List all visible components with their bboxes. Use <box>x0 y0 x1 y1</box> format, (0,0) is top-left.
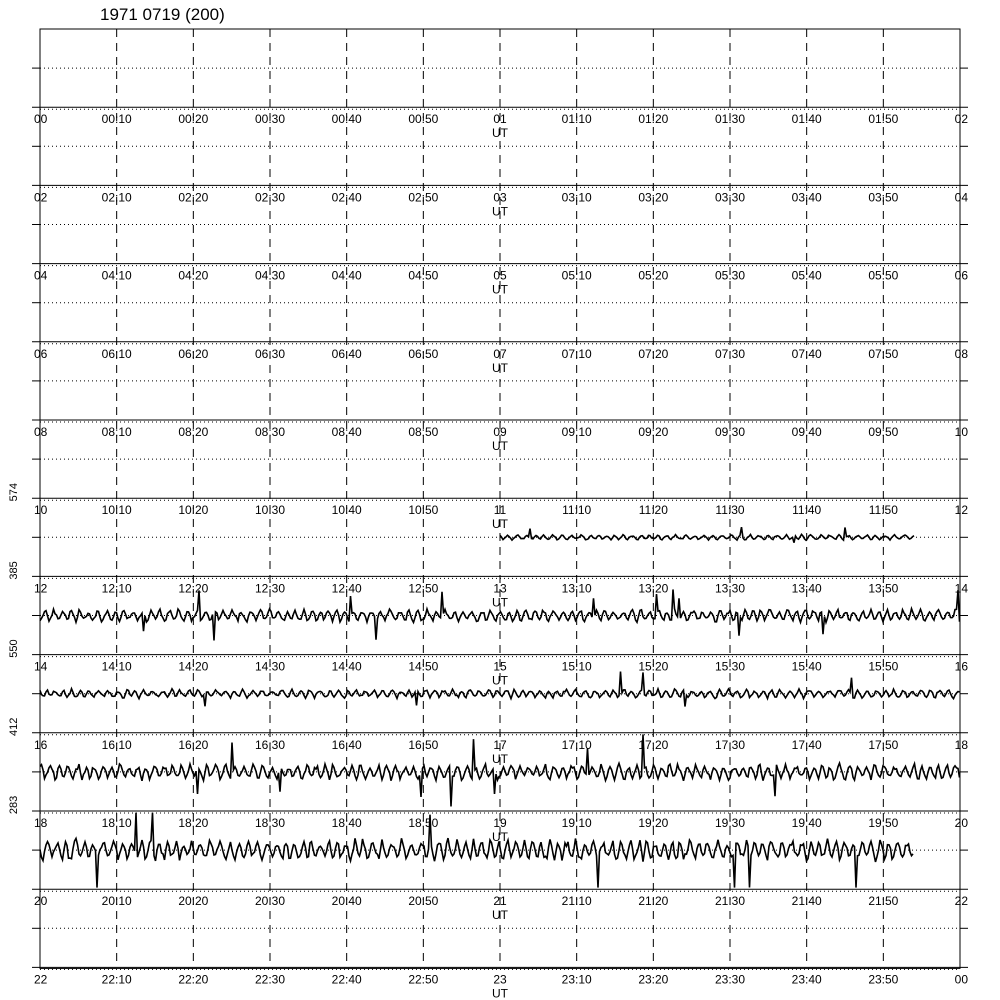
tick-label: 21:40 <box>791 894 822 909</box>
tick-label: 21:10 <box>561 894 592 909</box>
tick-label: 08:20 <box>178 425 209 439</box>
side-label: 385 <box>8 561 20 580</box>
tick-label: 18:20 <box>178 816 209 830</box>
x-axis-label: UT <box>492 126 508 141</box>
tick-label: 21:30 <box>714 894 746 909</box>
tick-label: 05:20 <box>638 268 669 283</box>
tick-label: 07 <box>493 346 507 361</box>
tick-label: 02 <box>954 112 968 127</box>
tick-label: 09:30 <box>714 425 746 439</box>
tick-label: 11:40 <box>792 503 822 518</box>
tick-label: 19:10 <box>561 816 592 830</box>
tick-label: 14:20 <box>178 659 209 674</box>
row-14 <box>8 590 968 688</box>
row-12 <box>8 527 968 609</box>
tick-label: 07:20 <box>638 346 669 361</box>
tick-label: 09 <box>493 425 507 439</box>
tick-label: 11:30 <box>715 503 745 518</box>
tick-label: 08:10 <box>101 425 132 439</box>
tick-label: 02:10 <box>101 190 132 205</box>
tick-label: 14:30 <box>254 659 286 674</box>
tick-label: 18 <box>954 737 968 752</box>
x-axis-label: UT <box>492 595 508 610</box>
tick-label: 22 <box>954 894 968 909</box>
tick-label: 19 <box>493 816 507 830</box>
tick-label: 08 <box>34 425 48 439</box>
tick-label: 04:20 <box>178 268 209 283</box>
tick-label: 22:20 <box>178 972 209 987</box>
tick-label: 00 <box>954 972 968 987</box>
tick-label: 18:40 <box>331 816 362 830</box>
tick-label: 12:30 <box>254 581 286 596</box>
tick-label: 14:10 <box>101 659 132 674</box>
tick-label: 14:40 <box>331 659 362 674</box>
tick-label: 13:50 <box>868 581 899 596</box>
row-16 <box>8 672 968 766</box>
tick-label: 23:10 <box>561 972 592 987</box>
tick-label: 07:50 <box>868 346 899 361</box>
tick-label: 04:50 <box>408 268 439 283</box>
tick-label: 10:50 <box>408 503 439 518</box>
tick-label: 16:30 <box>254 737 286 752</box>
x-axis-label: UT <box>492 360 508 375</box>
tick-label: 18:10 <box>101 816 132 830</box>
tick-label: 09:40 <box>791 425 822 439</box>
side-label: 574 <box>8 483 20 502</box>
tick-label: 04 <box>954 190 968 205</box>
tick-label: 07:40 <box>791 346 822 361</box>
tick-label: 17:40 <box>791 737 822 752</box>
tick-label: 22:10 <box>101 972 132 987</box>
tick-label: 00:10 <box>101 112 132 127</box>
tick-label: 15:50 <box>868 659 899 674</box>
tick-label: 16 <box>954 659 968 674</box>
row-8 <box>32 381 968 453</box>
tick-label: 17:50 <box>868 737 899 752</box>
tick-label: 07:30 <box>714 346 746 361</box>
tick-label: 14:50 <box>408 659 439 674</box>
tick-label: 06 <box>954 268 968 283</box>
tick-label: 12:40 <box>331 581 362 596</box>
tick-label: 07:10 <box>561 346 592 361</box>
tick-label: 18:50 <box>408 816 439 830</box>
tick-label: 16:40 <box>331 737 362 752</box>
tick-label: 09:10 <box>561 425 592 439</box>
x-axis-label: UT <box>492 908 508 923</box>
tick-label: 23:40 <box>791 972 822 987</box>
tick-label: 01 <box>493 112 507 127</box>
tick-label: 06:40 <box>331 346 362 361</box>
tick-label: 03:50 <box>868 190 899 205</box>
tick-label: 22:50 <box>408 972 439 987</box>
tick-label: 01:30 <box>714 112 746 127</box>
tick-label: 18:30 <box>254 816 286 830</box>
tick-label: 19:50 <box>868 816 899 830</box>
tick-label: 03 <box>493 190 507 205</box>
tick-label: 12:10 <box>101 581 132 596</box>
chart-title: 1971 0719 (200) <box>100 5 225 24</box>
tick-label: 21:20 <box>638 894 669 909</box>
seismic-trace <box>500 527 914 543</box>
tick-label: 03:10 <box>561 190 592 205</box>
tick-label: 18 <box>34 816 48 830</box>
tick-label: 04:10 <box>101 268 132 283</box>
x-axis-label: UT <box>492 439 508 453</box>
tick-label: 13:10 <box>561 581 592 596</box>
tick-label: 19:40 <box>791 816 822 830</box>
tick-label: 23:20 <box>638 972 669 987</box>
tick-label: 01:20 <box>638 112 669 127</box>
tick-label: 20:40 <box>331 894 362 909</box>
tick-label: 01:40 <box>791 112 822 127</box>
x-axis-label: UT <box>492 517 508 532</box>
tick-label: 15 <box>493 659 507 674</box>
tick-label: 12 <box>34 581 48 596</box>
side-label: 550 <box>8 639 20 658</box>
tick-label: 09:50 <box>868 425 899 439</box>
tick-label: 00:40 <box>331 112 362 127</box>
tick-label: 00 <box>34 112 48 127</box>
tick-label: 05:50 <box>868 268 899 283</box>
x-axis-label: UT <box>492 986 508 1000</box>
tick-label: 01:10 <box>561 112 592 127</box>
tick-label: 08 <box>954 346 968 361</box>
tick-label: 10 <box>34 503 48 518</box>
tick-label: 10 <box>954 425 968 439</box>
tick-label: 06:20 <box>178 346 209 361</box>
tick-label: 14 <box>954 581 968 596</box>
tick-label: 16 <box>34 737 48 752</box>
tick-label: 21:50 <box>868 894 899 909</box>
tick-label: 15:20 <box>638 659 669 674</box>
tick-label: 22 <box>34 972 48 987</box>
tick-label: 01:50 <box>868 112 899 127</box>
side-label: 283 <box>8 795 20 815</box>
tick-label: 10:10 <box>101 503 132 518</box>
tick-label: 10:40 <box>331 503 362 518</box>
tick-label: 16:10 <box>101 737 132 752</box>
tick-label: 17:20 <box>638 737 669 752</box>
tick-label: 08:50 <box>408 425 439 439</box>
tick-label: 14 <box>34 659 48 674</box>
tick-label: 10:20 <box>178 503 209 518</box>
tick-label: 19:20 <box>638 816 669 830</box>
tick-label: 02 <box>34 190 48 205</box>
tick-label: 02:50 <box>408 190 439 205</box>
tick-label: 13:30 <box>714 581 746 596</box>
tick-label: 03:40 <box>791 190 822 205</box>
tick-label: 04:30 <box>254 268 286 283</box>
tick-label: 16:20 <box>178 737 209 752</box>
tick-label: 05 <box>493 268 507 283</box>
row-10 <box>8 459 968 531</box>
tick-label: 16:50 <box>408 737 439 752</box>
tick-label: 00:30 <box>254 112 286 127</box>
x-axis-label: UT <box>492 282 508 297</box>
tick-label: 21 <box>493 894 507 909</box>
tick-label: 23 <box>493 972 507 987</box>
tick-label: 04:40 <box>331 268 362 283</box>
tick-label: 06:10 <box>101 346 132 361</box>
tick-label: 13:20 <box>638 581 669 596</box>
tick-label: 05:40 <box>791 268 822 283</box>
tick-label: 08:30 <box>254 425 286 439</box>
x-axis-label: UT <box>492 204 508 219</box>
tick-label: 10:30 <box>254 503 286 518</box>
tick-label: 03:30 <box>714 190 746 205</box>
x-axis-label: UT <box>492 830 508 844</box>
tick-label: 17:30 <box>714 737 746 752</box>
tick-label: 05:10 <box>561 268 592 283</box>
tick-label: 12:20 <box>178 581 209 596</box>
tick-label: 20 <box>954 816 968 830</box>
x-axis-label: UT <box>492 673 508 688</box>
tick-label: 23:30 <box>714 972 746 987</box>
tick-label: 11:10 <box>562 503 592 518</box>
tick-label: 22:40 <box>331 972 362 987</box>
tick-label: 20:30 <box>254 894 286 909</box>
tick-label: 22:30 <box>254 972 286 987</box>
tick-label: 02:40 <box>331 190 362 205</box>
tick-label: 20:50 <box>408 894 439 909</box>
tick-label: 11 <box>493 503 507 518</box>
tick-label: 20:20 <box>178 894 209 909</box>
tick-label: 00:20 <box>178 112 209 127</box>
tick-label: 20:10 <box>101 894 132 909</box>
tick-label: 06:30 <box>254 346 286 361</box>
tick-label: 11:20 <box>638 503 668 518</box>
side-label: 412 <box>8 717 20 736</box>
tick-label: 15:10 <box>561 659 592 674</box>
tick-label: 19:30 <box>714 816 746 830</box>
tick-label: 05:30 <box>714 268 746 283</box>
tick-label: 23:50 <box>868 972 899 987</box>
tick-label: 02:20 <box>178 190 209 205</box>
tick-label: 04 <box>34 268 48 283</box>
tick-label: 13 <box>493 581 507 596</box>
tick-label: 08:40 <box>331 425 362 439</box>
tick-label: 12:50 <box>408 581 439 596</box>
tick-label: 20 <box>34 894 48 909</box>
tick-label: 11:50 <box>868 503 898 518</box>
tick-label: 00:50 <box>408 112 439 127</box>
tick-label: 15:40 <box>791 659 822 674</box>
tick-label: 15:30 <box>714 659 746 674</box>
tick-label: 12 <box>954 503 968 518</box>
x-axis-label: UT <box>492 751 508 766</box>
tick-label: 06 <box>34 346 48 361</box>
tick-label: 13:40 <box>791 581 822 596</box>
tick-label: 02:30 <box>254 190 286 205</box>
tick-label: 17 <box>493 737 507 752</box>
tick-label: 09:20 <box>638 425 669 439</box>
tick-label: 03:20 <box>638 190 669 205</box>
tick-label: 17:10 <box>561 737 592 752</box>
tick-label: 06:50 <box>408 346 439 361</box>
